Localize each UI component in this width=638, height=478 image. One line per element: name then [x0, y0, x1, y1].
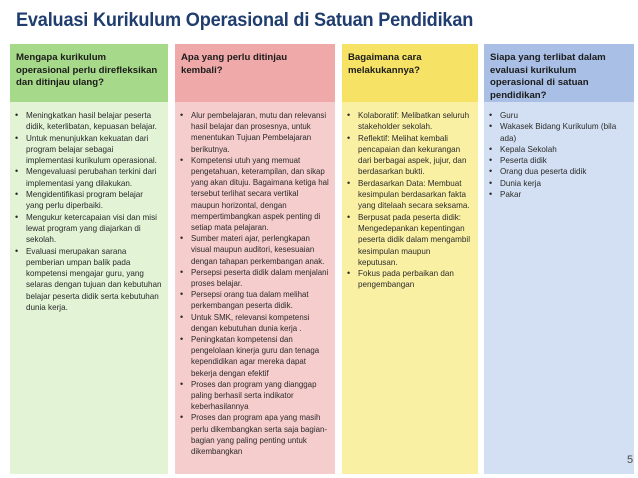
list-item: • Pakar	[488, 189, 628, 200]
column-what	[175, 44, 335, 474]
column-how	[342, 44, 478, 474]
list-item: • Proses dan program apa yang masih perlu dikembangkan serta saja bagian-bagian yang paling penting untuk dikembangkan	[179, 412, 329, 457]
list-item: • Orang dua peserta didik	[488, 166, 628, 177]
list-item: • Reflektif: Melihat kembali pencapaian dan kekurangan dari berbagai aspek, jujur, dan berdasarkan bukti.	[346, 133, 472, 178]
column-body	[342, 102, 478, 474]
list-item: • Meningkatkan hasil belajar peserta didik, keterlibatan, kepuasan belajar.	[14, 110, 162, 133]
list-item: • Mengidentifikasi program belajar yang perlu diperbaiki.	[14, 189, 162, 212]
column-why	[10, 44, 168, 474]
bullet-list	[346, 110, 472, 291]
bullet-list	[14, 110, 162, 313]
bullet-list	[179, 110, 329, 457]
list-item: • Evaluasi merupakan sarana pemberian umpan balik pada kompetensi mengajar guru, yang selaras dengan tujuan dan kebutuhan belajar peserta didik serta kebutuhan dunia kerja.	[14, 246, 162, 314]
list-item: • Alur pembelajaran, mutu dan relevansi hasil belajar dan prosesnya, untuk menentukan Tujuan Pembelajaran berikutnya.	[179, 110, 329, 155]
list-item: • Kepala Sekolah	[488, 144, 628, 155]
list-item: • Berdasarkan Data: Membuat kesimpulan berdasarkan fakta yang ditelaah secara seksama.	[346, 178, 472, 212]
list-item: • Persepsi orang tua dalam melihat perkembangan peserta didik.	[179, 289, 329, 311]
list-item: • Untuk SMK, relevansi kompetensi dengan kebutuhan dunia kerja .	[179, 312, 329, 334]
list-item: • Dunia kerja	[488, 178, 628, 189]
list-item: • Wakasek Bidang Kurikulum (bila ada)	[488, 121, 628, 144]
page-title: Evaluasi Kurikulum Operasional di Satuan Pendidikan	[16, 9, 474, 31]
list-item: • Guru	[488, 110, 628, 121]
column-body	[484, 102, 634, 474]
column-heading: Mengapa kurikulum operasional perlu direfleksikan dan ditinjau ulang?	[10, 44, 168, 102]
list-item: • Kompetensi utuh yang memuat pengetahuan, keterampilan, dan sikap yang akan dituju. Bagaimana ketiga hal tersebut terlihat secara vertikal maupun horizontal, dengan mempertimbangkan aspek penting di setiap mata pelajaran.	[179, 155, 329, 233]
column-heading: Siapa yang terlibat dalam evaluasi kurikulum operasional di satuan pendidikan?	[484, 44, 634, 102]
list-item: • Untuk menunjukkan kekuatan dari program belajar sebagai implementasi kurikulum operasional.	[14, 133, 162, 167]
list-item: • Fokus pada perbaikan dan pengembangan	[346, 268, 472, 291]
list-item: • Persepsi peserta didik dalam menjalani proses belajar.	[179, 267, 329, 289]
list-item: • Kolaboratif: Melibatkan seluruh stakeholder sekolah.	[346, 110, 472, 133]
list-item: • Mengevaluasi perubahan terkini dari implementasi yang dilakukan.	[14, 166, 162, 189]
column-body	[175, 102, 335, 474]
bullet-list	[488, 110, 628, 200]
column-body	[10, 102, 168, 474]
list-item: • Proses dan program yang dianggap paling berhasil serta indikator keberhasilannya	[179, 379, 329, 413]
page-number: 5	[627, 454, 634, 466]
list-item: • Berpusat pada peserta didik: Mengedepankan kepentingan peserta didik dalam mengambil kesimpulan maupun keputusan.	[346, 212, 472, 268]
list-item: • Peningkatan kompetensi dan pengelolaan kinerja guru dan tenaga kependidikan agar mereka dapat bekerja dengan efektif	[179, 334, 329, 379]
list-item: • Sumber materi ajar, perlengkapan visual maupun auditori, kesesuaian dengan tahapan perkembangan anak.	[179, 233, 329, 267]
column-who	[484, 44, 634, 474]
column-heading: Bagaimana cara melakukannya?	[342, 44, 478, 102]
column-heading: Apa yang perlu ditinjau kembali?	[175, 44, 335, 102]
list-item: • Mengukur ketercapaian visi dan misi lewat program yang diajarkan di sekolah.	[14, 212, 162, 246]
list-item: • Peserta didik	[488, 155, 628, 166]
